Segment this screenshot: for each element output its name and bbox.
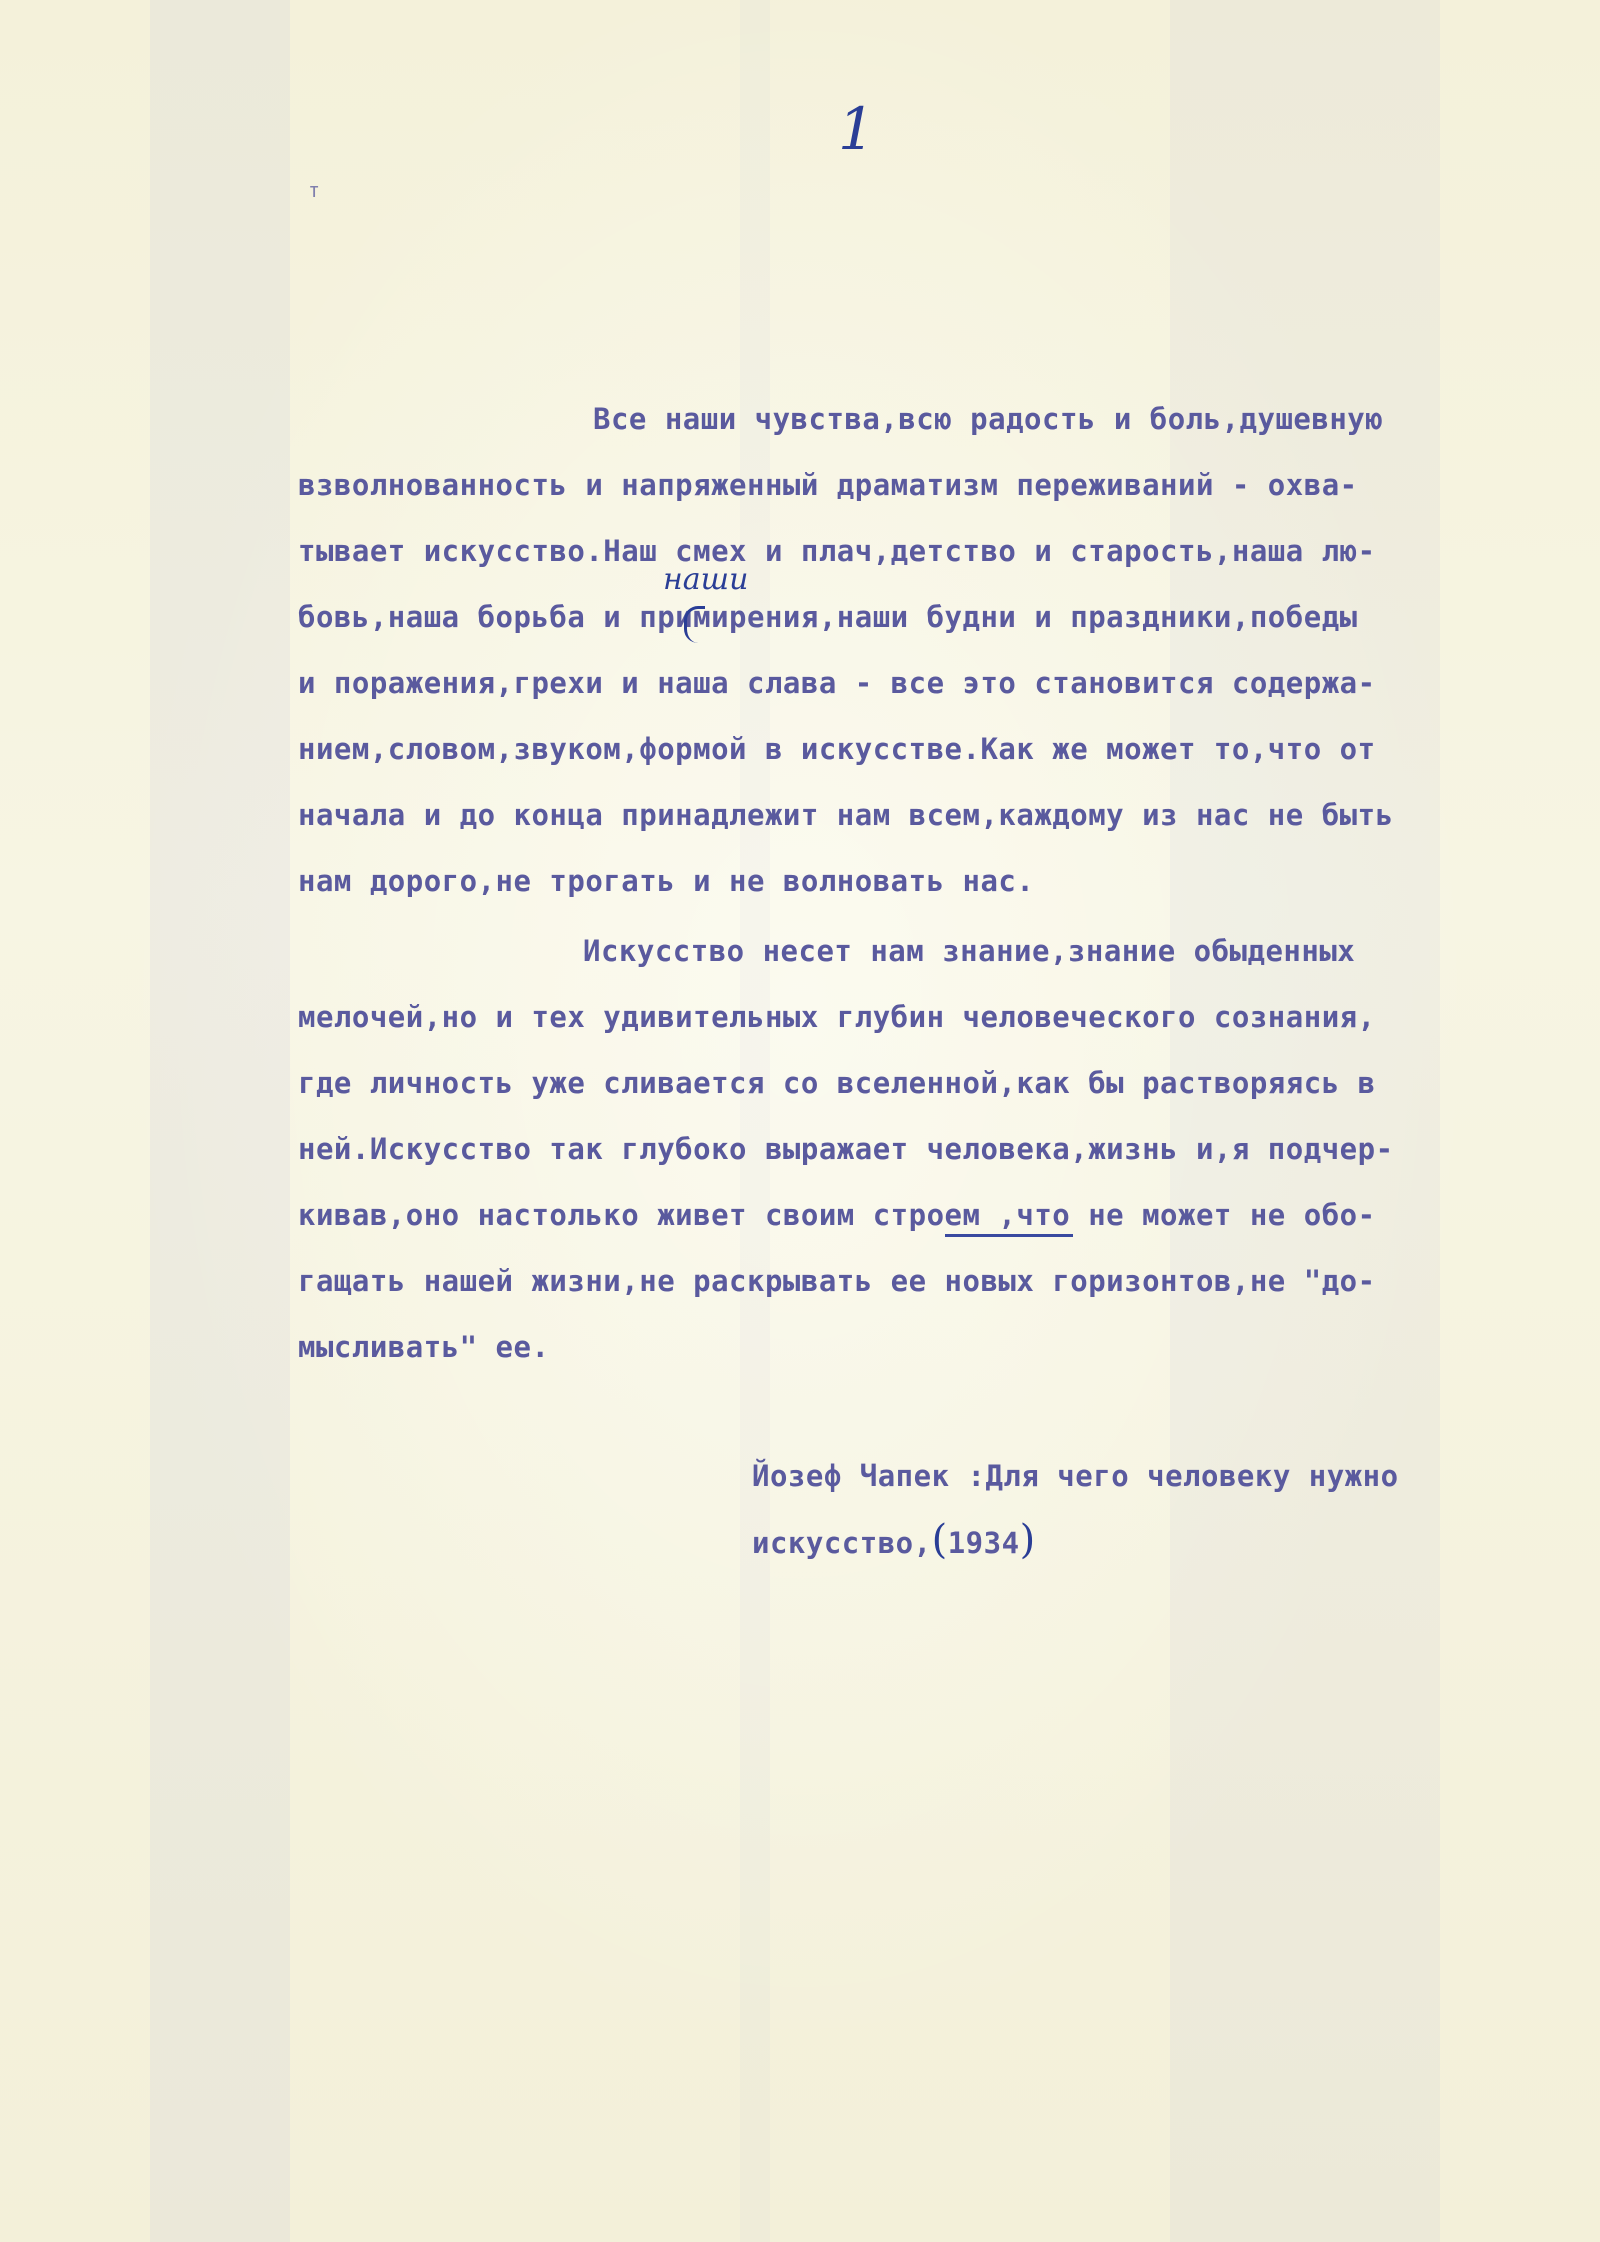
text-line: взволнованность и напряженный драматизм переживаний - охва- <box>298 468 1358 502</box>
text-line: нам дорого,не трогать и не волновать нас. <box>298 864 1035 898</box>
text-line: мысливать" ее. <box>298 1330 550 1364</box>
text-line: ней.Искусство так глубоко выражает человека,жизнь и,я подчер- <box>298 1132 1394 1166</box>
word-underline <box>945 1234 1073 1237</box>
text-line: нием,словом,звуком,формой в искусстве.Как же может то,что от <box>298 732 1376 766</box>
text-line: тывает искусство.Наш смех и плач,детство и старость,наша лю- <box>298 534 1376 568</box>
attribution-year: 1934 <box>947 1526 1020 1560</box>
text-line: кивав,оно настолько живет своим строем ,что не может не обо- <box>298 1198 1376 1232</box>
paragraph-2 <box>298 918 1560 1380</box>
text-line: гащать нашей жизни,не раскрывать ее новых горизонтов,не "до- <box>298 1264 1376 1298</box>
text-line: Искусство несет нам знание,знание обыденных <box>583 934 1356 968</box>
handwritten-page-number: 1 <box>838 95 875 163</box>
text-line: мелочей,но и тех удивительных глубин человеческого сознания, <box>298 1000 1376 1034</box>
insertion-mark <box>684 606 705 643</box>
text-line: Все наши чувства,всю радость и боль,душевную <box>593 402 1384 436</box>
margin-mark: т <box>308 178 321 202</box>
handwritten-close-paren: ) <box>1019 1517 1036 1563</box>
scan-shadow-band <box>150 0 290 2242</box>
paragraph-1 <box>298 386 1560 914</box>
handwritten-insertion: наши <box>663 562 749 597</box>
attribution-line-2 <box>752 1508 1036 1575</box>
text-line: начала и до конца принадлежит нам всем,каждому из нас не быть <box>298 798 1394 832</box>
text-line: и поражения,грехи и наша слава - все это становится содержа- <box>298 666 1376 700</box>
text-line: где личность уже сливается со вселенной,как бы растворяясь в <box>298 1066 1376 1100</box>
attribution-line-1: Йозеф Чапек :Для чего человеку нужно <box>752 1459 1399 1493</box>
handwritten-open-paren: ( <box>931 1517 948 1563</box>
attribution-text: искусство, <box>752 1526 932 1560</box>
text-line: бовь,наша борьба и примирения,наши будни и праздники,победы <box>298 600 1358 634</box>
